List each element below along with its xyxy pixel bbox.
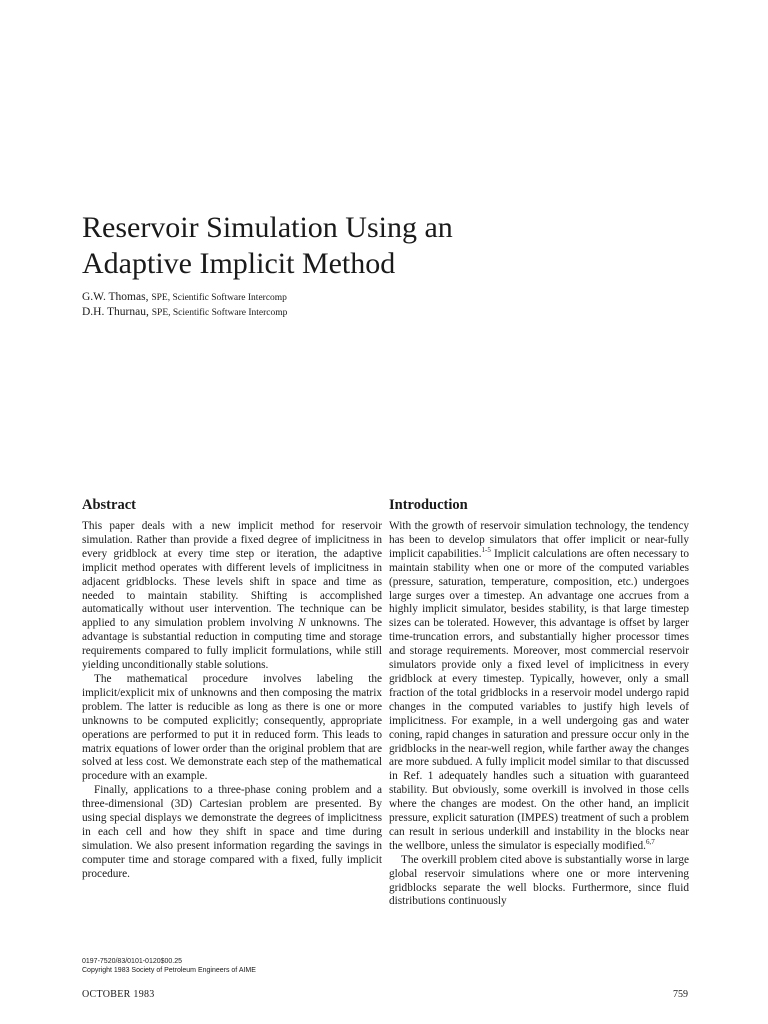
intro-p1-text-b: Implicit calculations are often necessary to maintain stability when one or more of the computed variables (pressure, saturation, temperature, composition, etc.) undergoes large surges over a timestep. An advantage one accrues from a highly implicit simulator, besides stability, is that large timestep sizes can be tolerated. However, this advantage is offset by larger time-truncation errors, and substantially higher processor times and storage requirements. Moreover, most commercial reservoir simulators provide only a fixed level of implicitness in every gridblock at every timestep. Typically, however, only a small fraction of the total gridblocks in a reservoir model undergo rapid changes in the computed variables to justify high levels of implicitness. For example, in a well undergoing gas and water coning, rapid changes in saturation and pressure occur only in the gridblocks in the near-well region, while farther away the changes are more subdued. A fully implicit model similar to that discussed in Ref. 1 adequately handles such a situation with guaranteed stability. But obviously, some overkill is involved in those cells where the changes are modest. On the other hand, an implicit pressure, explicit saturation (IMPES) treatment of such a problem can result in serious underkill and instability in the blocks near the wellbore, unless the simulator is especially modified. [389, 547, 689, 852]
bibliographic-note [82, 957, 382, 975]
abstract-heading: Abstract [82, 497, 136, 513]
citation-ref-2: 6,7 [645, 838, 655, 847]
title-line-1: Reservoir Simulation Using an [82, 211, 453, 244]
author-1 [82, 290, 287, 305]
copyright-line: Copyright 1983 Society of Petroleum Engineers of AIME [82, 967, 256, 974]
page-number: 759 [673, 989, 688, 1000]
abstract-p1-variable: N [298, 617, 306, 630]
article-code: 0197-7520/83/0101-0120$00.25 [82, 958, 183, 965]
intro-p1-text-a: With the growth of reservoir simulation technology, the tendency has been to develop simulators that offer implicit or near-fully implicit capabilities. [389, 520, 689, 560]
author-2-affiliation: SPE, Scientific Software Intercomp [151, 308, 288, 318]
author-2 [82, 305, 287, 320]
introduction-section [389, 496, 689, 909]
paper-title [82, 210, 602, 282]
introduction-paragraph-1 [389, 520, 689, 854]
introduction-heading: Introduction [389, 497, 468, 513]
abstract-p1-text-a: This paper deals with a new implicit method for reservoir simulation. Rather than provide a fixed degree of implicitness in every gridblock at every time step or iteration, the adaptive implicit method operates with different levels of implicitness in adjacent gridblocks. These levels shift in space and time as needed to maintain stability. Shifting is accomplished automatically without user intervention. The technique can be applied to any simulation problem involving [82, 520, 382, 630]
abstract-paragraph-1 [82, 520, 382, 673]
author-1-affiliation: SPE, Scientific Software Intercomp [151, 293, 287, 303]
author-1-name: G.W. Thomas, [82, 291, 149, 303]
issue-date: OCTOBER 1983 [82, 989, 155, 1000]
author-block [82, 290, 287, 320]
abstract-paragraph-3: Finally, applications to a three-phase coning problem and a three-dimensional (3D) Cartesian problem are presented. By using special displays we demonstrate the degrees of implicitness in each cell and how they shift in space and time during simulation. We also present information regarding the savings in computer time and storage compared with a fixed, fully implicit procedure. [82, 784, 382, 880]
title-line-2: Adaptive Implicit Method [82, 247, 396, 280]
introduction-paragraph-2: The overkill problem cited above is substantially worse in large global reservoir simulations where one or more intervening gridblocks separate the well blocks. Furthermore, since fluid distributions continuously [389, 853, 689, 908]
abstract-paragraph-2: The mathematical procedure involves labeling the implicit/explicit mix of unknowns and then composing the matrix problem. The latter is reducible as long as there is one or more unknowns to be computed explicitly; consequently, appropriate operations are performed to put it in reduced form. This leads to matrix equations of lower order than the original problem that are solved at less cost. We demonstrate each step of the mathematical procedure with an example. [82, 672, 382, 783]
abstract-p1-text-b: unknowns. The advantage is substantial reduction in computing time and storage requirements compared to fully implicit formulations, while still yielding unconditionally stable solutions. [82, 617, 382, 672]
author-2-name: D.H. Thurnau, [82, 306, 149, 318]
citation-ref-1: 1-5 [481, 546, 491, 555]
abstract-section [82, 496, 382, 882]
